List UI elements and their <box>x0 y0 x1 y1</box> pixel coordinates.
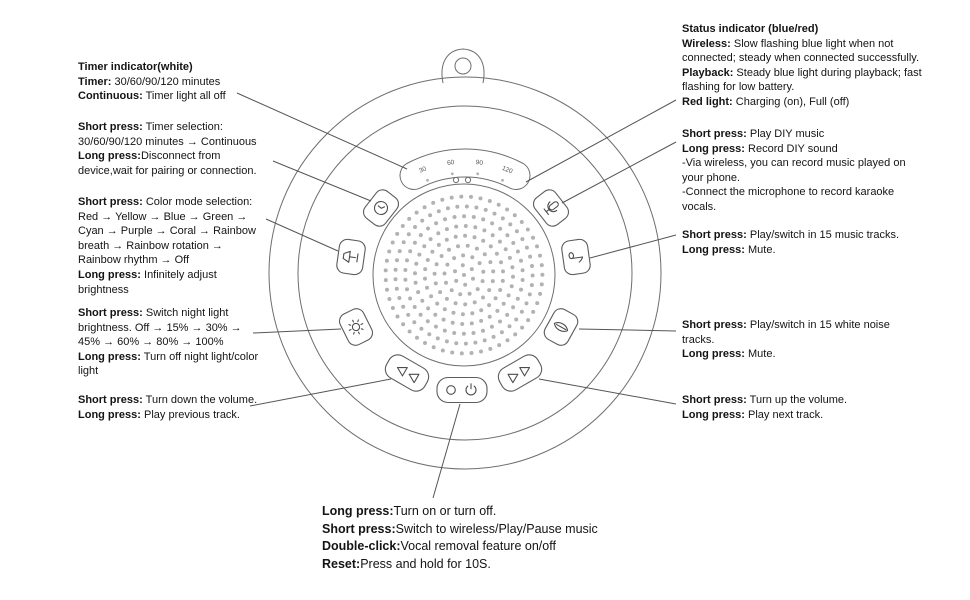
text-line: device,wait for pairing or connection. <box>78 164 257 177</box>
text-line: Long press: Play next track. <box>682 408 824 421</box>
grille-dots <box>384 195 545 356</box>
diy-mic-button <box>530 187 571 230</box>
text-line: your phone. <box>682 171 741 184</box>
annotation-status-indicator <box>682 22 922 110</box>
text-line: flashing for low battery. <box>682 81 795 94</box>
text-line: light <box>78 365 99 378</box>
annotation-timer-button <box>78 120 257 178</box>
annotation-color-mode <box>78 195 256 297</box>
timer-scale-90: 90 <box>475 159 484 167</box>
text-line: Short press: Timer selection: <box>78 121 223 133</box>
volume-down-button <box>382 351 433 395</box>
timer-display-band <box>400 149 530 190</box>
annotation-white-noise <box>682 318 890 362</box>
text-line: Short press: Switch night light <box>78 307 229 319</box>
text-line: Short press: Play/switch in 15 white noise <box>682 319 890 331</box>
text-line: Cyan → Purple → Coral → Rainbow <box>78 225 256 238</box>
text-line: Rainbow rhythm → Off <box>78 254 190 267</box>
text-line: tracks. <box>682 333 715 346</box>
text-line: Wireless: Slow flashing blue light when not <box>682 37 894 50</box>
text-line: Long press: Mute. <box>682 348 776 361</box>
music-button <box>561 238 591 275</box>
annotation-volume-down <box>78 393 257 422</box>
text-line: Red → Yellow → Blue → Green → <box>78 210 248 223</box>
text-line: brightness <box>78 283 129 296</box>
text-line: Short press: Turn up the volume. <box>682 394 848 406</box>
annotation-timer-indicator <box>78 60 226 104</box>
text-line: Short press: Play/switch in 15 music tracks. <box>682 229 900 241</box>
text-line: Short press: Color mode selection: <box>78 196 253 208</box>
text-line: Timer: 30/60/90/120 minutes <box>78 75 221 88</box>
text-line: connected; steady when connected successfully. <box>682 52 920 65</box>
callout-lines <box>237 93 676 498</box>
timer-scale-60: 60 <box>446 159 455 167</box>
hanger-hole <box>455 58 471 74</box>
outer-ring <box>269 77 661 469</box>
text-line: Reset:Press and hold for 10S. <box>322 556 491 571</box>
timer-led <box>465 177 470 182</box>
text-line: -Via wireless, you can record music played on <box>682 157 906 170</box>
text-line: Playback: Steady blue light during playback; fast <box>682 66 922 79</box>
text-line: Long press: Infinitely adjust <box>78 268 217 281</box>
annotation-night-light <box>78 306 258 379</box>
annotation-power <box>322 503 598 573</box>
text-line: Long press: Play previous track. <box>78 408 240 421</box>
timer-scale-120: 120 <box>500 164 514 176</box>
text-line: Double-click:Vocal removal feature on/off <box>322 539 556 553</box>
power-button <box>437 378 487 403</box>
color-mode-button <box>336 238 366 275</box>
annotation-volume-up <box>682 393 847 422</box>
text-line: -Connect the microphone to record karaoke <box>682 186 895 199</box>
text-line: vocals. <box>682 200 717 213</box>
night-light-button <box>337 306 375 348</box>
text-line: Short press: Turn down the volume. <box>78 394 258 406</box>
annotation-music-tracks <box>682 228 899 257</box>
text-line: Short press: Play DIY music <box>682 128 825 140</box>
text-line: Long press: Mute. <box>682 243 776 256</box>
timer-button <box>360 187 401 230</box>
status-led <box>453 177 458 182</box>
text-line: Long press: Turn off night light/color <box>78 350 259 363</box>
annotation-diy-music <box>682 127 906 215</box>
text-line: brightness. Off → 15% → 30% → <box>78 321 242 334</box>
text-line: Timer indicator(white) <box>78 61 193 73</box>
text-line: Long press:Disconnect from <box>78 150 221 163</box>
text-line: 45% → 60% → 80% → 100% <box>78 336 224 349</box>
timer-scale-30: 30 <box>418 165 428 175</box>
text-line: Red light: Charging (on), Full (off) <box>682 95 850 108</box>
text-line: Status indicator (blue/red) <box>682 23 819 35</box>
text-line: Long press: Record DIY sound <box>682 142 838 155</box>
text-line: Short press:Switch to wireless/Play/Pause music <box>322 521 598 536</box>
text-line: Continuous: Timer light all off <box>78 90 226 103</box>
text-line: breath → Rainbow rotation → <box>78 239 223 252</box>
text-line: 30/60/90/120 minutes → Continuous <box>78 135 257 148</box>
text-line: Long press:Turn on or turn off. <box>322 504 497 518</box>
